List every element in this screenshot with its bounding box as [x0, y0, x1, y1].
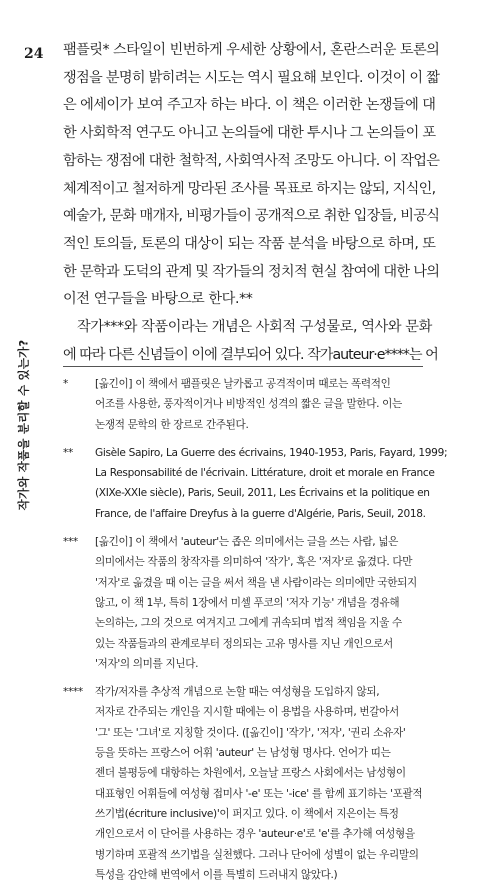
footnote-body: [95, 443, 447, 524]
footnote-line: 대표형인 어휘들에 여성형 접미사 '-e' 또는 '-ice' 를 함께 표기하는 '포괄적: [95, 787, 423, 800]
footnote-3: [63, 532, 439, 674]
footnote-line: La Responsabilité de l'écrivain. Littérature, droit et morale en France: [95, 467, 435, 480]
footnote-line: 있는 작품들과의 관계로부터 정의되는 고유 명사를 지닌 개인으로서: [95, 637, 393, 650]
footnote-mark: **: [63, 446, 73, 459]
body-line: 한 사회학적 연구도 아니고 논의들에 대한 투시나 그 논의들이 포: [63, 125, 436, 142]
footnote-body: [95, 374, 439, 435]
footnote-line: 특성을 감안해 번역에서 이를 특별히 드러내지 않았다.): [95, 868, 338, 881]
footnote-line: 논쟁적 문학의 한 장르로 간주된다.: [95, 418, 249, 431]
footnote-line: '저자'의 의미를 지닌다.: [95, 657, 199, 670]
footnote-line: 논의하는, 그의 것으로 여겨지고 그에게 귀속되며 법적 책임을 지울 수: [95, 617, 402, 630]
body-line: 이전 연구들을 바탕으로 한다.**: [63, 291, 253, 308]
footnotes: [63, 374, 448, 893]
body-line: 한 문학과 도덕의 관계 및 작가들의 정치적 현실 참여에 대한 나의: [63, 263, 440, 280]
body-line: 함하는 쟁점에 대한 철학적, 사회역사적 조망도 아니다. 이 작업은: [63, 152, 440, 169]
body-line: 예술가, 문화 매개자, 비평가들이 공개적으로 취한 입장들, 비공식: [63, 208, 440, 225]
footnote-mark: ***: [63, 536, 78, 549]
footnote-line: 않고, 이 책 1부, 특히 1장에서 미셸 푸코의 '저자 기능' 개념을 경유해: [95, 596, 400, 609]
running-head: [13, 330, 33, 520]
footnote-line: 젠더 불평등에 대항하는 차원에서, 오늘날 프랑스 사회에서는 남성형이: [95, 767, 406, 780]
running-head-text: 작가와 작품을 분리할 수 있는가?: [16, 339, 31, 511]
footnote-line: [옮긴이] 이 책에서 팸플릿은 날카롭고 공격적이며 때로는 폭력적인: [95, 378, 391, 390]
body-text: [63, 37, 439, 369]
body-line: 작가***와 작품이라는 개념은 사회적 구성물로, 역사와 문화: [77, 319, 432, 336]
footnote-line: 개인으로서 이 단어를 사용하는 경우 'auteur·e'로 'e'를 추가해 여성형을: [95, 828, 415, 841]
footnote-line: 의미에서는 작품의 창작자를 의미하여 '작가', 혹은 '저자'로 옮겼다. 다만: [95, 556, 413, 569]
footnote-line: France, de l'affaire Dreyfus à la guerre d'Algérie, Paris, Seuil, 2018.: [95, 507, 426, 520]
page-number: 24: [24, 46, 44, 62]
footnote-line: 작가/저자를 추상적 개념으로 논할 때는 여성형을 도입하지 않되,: [95, 686, 380, 699]
footnote-line: 쓰기법(écriture inclusive)'이 퍼지고 있다. 이 책에서 지은이는 특정: [95, 807, 399, 820]
footnote-4: [63, 682, 439, 885]
body-line: 은 에세이가 보여 주고자 하는 바다. 이 책은 이러한 논쟁들에 대: [63, 97, 436, 114]
footnote-line: 병기하며 포괄적 쓰기법을 실천했다. 그러나 단어에 성별이 없는 우리말의: [95, 848, 419, 861]
footnote-line: 저자로 간주되는 개인을 지시할 때에는 이 용법을 사용하며, 번갈아서: [95, 706, 399, 719]
footnote-line: '저자'로 옮겼을 때 이는 글을 써서 책을 낸 사람이라는 의미에만 국한되지: [95, 576, 417, 589]
body-line: 적인 토의들, 토론의 대상이 되는 작품 분석을 바탕으로 하며, 또: [63, 235, 436, 252]
footnote-body: [95, 682, 439, 885]
body-line: 에 따라 다른 신념들이 이에 결부되어 있다. 작가auteur·e****는 어: [63, 346, 438, 363]
footnote-line: 어조를 사용한, 풍자적이거나 비방적인 성격의 짧은 글을 말한다. 이는: [95, 398, 402, 411]
footnote-line: 등을 뜻하는 프랑스어 어휘 'auteur' 는 남성형 명사다. 언어가 띠는: [95, 747, 391, 760]
body-line: 쟁점을 분명히 밝히려는 시도는 역시 필요해 보인다. 이것이 이 짧: [63, 69, 440, 86]
footnote-1: [63, 374, 439, 435]
footnote-line: [옮긴이] 이 책에서 'auteur'는 좁은 의미에서는 글을 쓰는 사람, 넓은: [95, 536, 399, 549]
footnote-mark: *: [63, 378, 68, 390]
body-line: 체계적이고 철저하게 망라된 조사를 목표로 하지는 않되, 지식인,: [63, 180, 436, 197]
footnote-body: [95, 532, 439, 674]
footnote-line: '그' 또는 '그녀'로 지칭할 것이다. ([옮긴이] '작가', '저자', '권리 소유자': [95, 726, 406, 739]
footnote-divider: [63, 366, 423, 367]
body-line: 팸플릿* 스타일이 빈번하게 우세한 상황에서, 혼란스러운 토론의: [63, 42, 440, 58]
footnote-mark: ****: [63, 686, 83, 699]
footnote-line: (XIXe-XXIe siècle), Paris, Seuil, 2011, Les Écrivains et la politique en: [95, 487, 430, 500]
footnote-line: Gisèle Sapiro, La Guerre des écrivains, 1940-1953, Paris, Fayard, 1999;: [95, 446, 448, 459]
footnote-2: [63, 443, 448, 524]
